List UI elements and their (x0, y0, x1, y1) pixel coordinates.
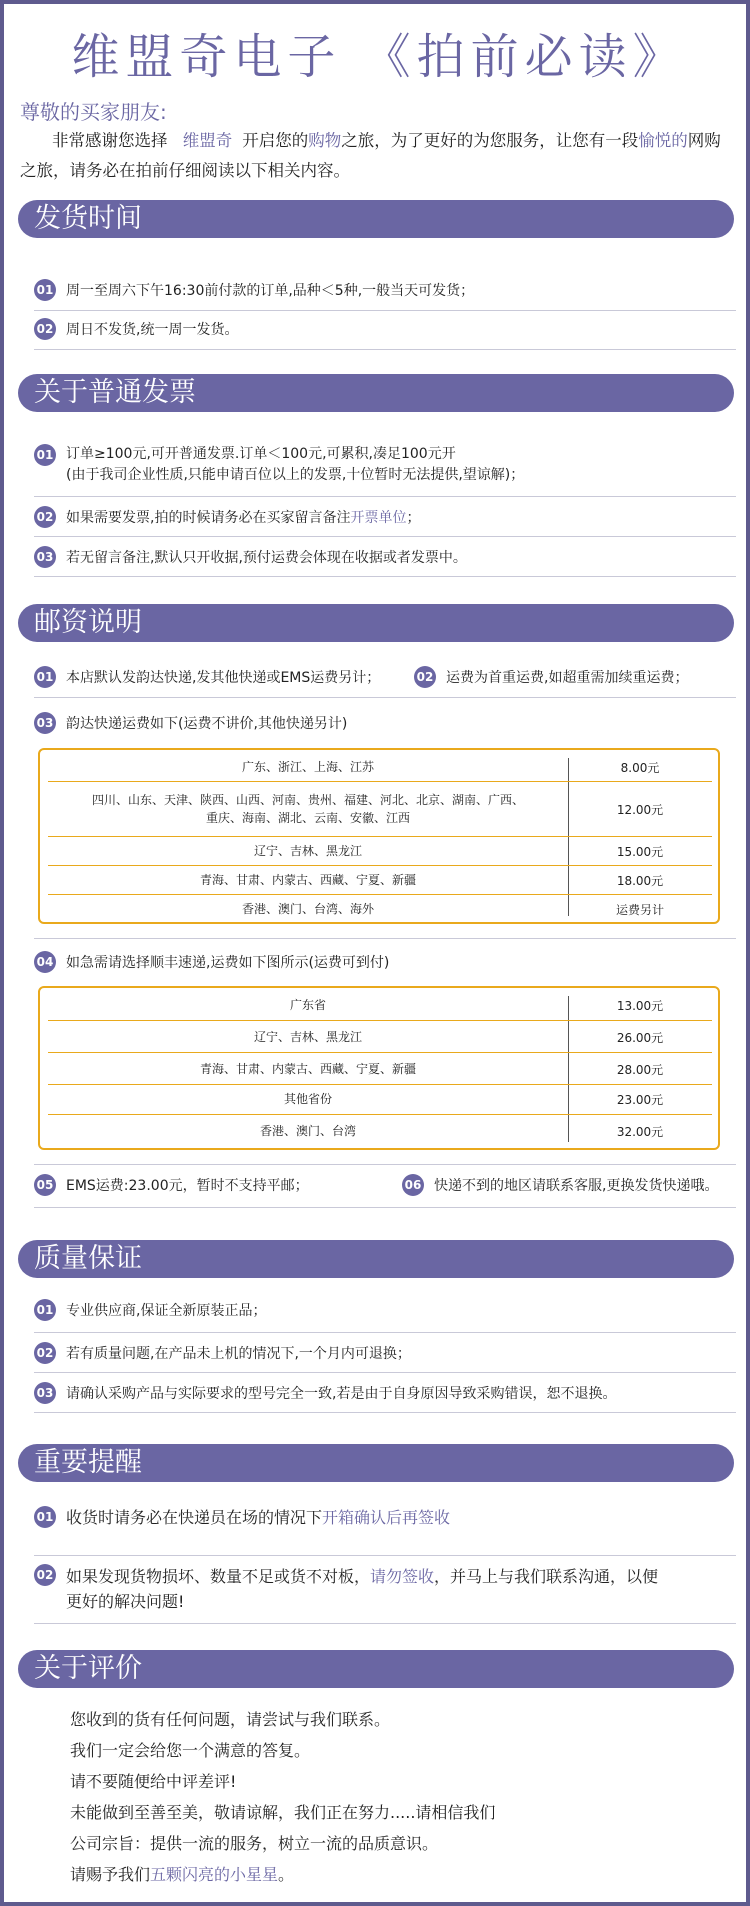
item-text-end: ； (406, 510, 421, 526)
table-row (48, 1086, 712, 1112)
row-divider (48, 865, 712, 866)
divider (34, 1164, 736, 1165)
number-badge: 02 (34, 506, 56, 528)
list-item (34, 1299, 734, 1321)
number-badge: 02 (34, 1564, 56, 1586)
list-item (34, 279, 734, 301)
greeting: 尊敬的买家朋友: (20, 100, 167, 124)
list-item (34, 1505, 734, 1528)
row-divider (48, 1114, 712, 1115)
review-text: 请赐予我们 (70, 1865, 151, 1884)
region-cell: 广东省 (289, 998, 326, 1012)
region-cell: 青海、甘肃、内蒙古、西藏、宁夏、新疆 (199, 873, 416, 887)
table-row (48, 992, 712, 1018)
intro-text-4: 网购之旅，请务必在拍前仔细阅读以下相关内容。 (20, 131, 721, 180)
fee-cell: 8.00元 (620, 760, 660, 775)
region-cell: 香港、澳门、台湾、海外 (241, 902, 374, 916)
divider (34, 496, 736, 497)
item-text-2: (由于我司企业性质,只能申请百位以上的发票,十位暂时无法提供,望谅解)； (66, 467, 525, 483)
list-item (34, 1342, 734, 1364)
divider (34, 1372, 736, 1373)
list-item (34, 506, 734, 528)
divider (34, 349, 736, 350)
list-item (414, 666, 734, 688)
fee-cell: 12.00元 (616, 802, 664, 817)
number-badge: 04 (34, 951, 56, 973)
region-cell: 辽宁、吉林、黑龙江 (253, 1030, 362, 1044)
list-item (34, 1174, 394, 1196)
intro-text-2: 开启您的 (242, 131, 309, 150)
item-text: 如果需要发票,拍的时候请务必在买家留言备注 (66, 510, 351, 526)
review-line: 未能做到至善至美，敬请谅解，我们正在努力.....请相信我们 (70, 1803, 496, 1822)
row-divider (48, 781, 712, 782)
review-line: 我们一定会给您一个满意的答复。 (70, 1741, 311, 1760)
list-item (34, 712, 734, 734)
table-row (48, 1024, 712, 1050)
number-badge: 01 (34, 1506, 56, 1528)
table-row (48, 1118, 712, 1144)
item-text: 韵达快递运费如下(运费不讲价,其他快递另计) (66, 716, 348, 732)
list-item (34, 666, 414, 688)
region-cell: 四川、山东、天津、陕西、山西、河南、贵州、福建、河北、北京、湖南、广西、重庆、海南、湖北、云南、安徽、江西 (91, 793, 524, 825)
row-divider (48, 836, 712, 837)
number-badge: 06 (402, 1174, 424, 1196)
number-badge: 01 (34, 279, 56, 301)
row-divider (48, 894, 712, 895)
number-badge: 02 (34, 318, 56, 340)
fee-cell: 13.00元 (616, 998, 664, 1013)
item-text: 专业供应商,保证全新原装正品； (66, 1303, 267, 1319)
row-divider (48, 1084, 712, 1085)
review-highlight: 五颗闪亮的小星星 (150, 1865, 279, 1884)
fee-cell: 23.00元 (616, 1092, 664, 1107)
intro-paragraph (20, 126, 736, 186)
row-divider (48, 1052, 712, 1053)
review-line: 请不要随便给中评差评! (70, 1772, 237, 1791)
list-item (34, 1564, 734, 1614)
divider (34, 1332, 736, 1333)
table-row (48, 896, 712, 922)
number-badge: 05 (34, 1174, 56, 1196)
section-header-review: 关于评价 (18, 1650, 734, 1688)
fee-cell: 运费另计 (615, 902, 664, 917)
intro-brand: 维盟奇 (182, 131, 233, 150)
divider (34, 1207, 736, 1208)
item-highlight: 开票单位 (350, 510, 407, 526)
region-cell: 辽宁、吉林、黑龙江 (253, 844, 362, 858)
list-item (402, 1174, 734, 1196)
item-text: 订单≥100元,可开普通发票.订单＜100元,可累积,凑足100元开 (66, 446, 456, 462)
number-badge: 02 (34, 1342, 56, 1364)
region-cell: 青海、甘肃、内蒙古、西藏、宁夏、新疆 (199, 1062, 416, 1076)
number-badge: 01 (34, 1299, 56, 1321)
table-row (48, 1056, 712, 1082)
item-text: 周日不发货,统一周一发货。 (66, 322, 239, 338)
fee-cell: 32.00元 (616, 1124, 664, 1139)
divider (34, 576, 736, 577)
number-badge: 01 (34, 444, 56, 466)
review-line: 公司宗旨：提供一流的服务，树立一流的品质意识。 (70, 1834, 439, 1853)
divider (34, 1623, 736, 1624)
sf-express-fee-table (38, 986, 720, 1150)
divider (34, 310, 736, 311)
intro-text-3: 之旅，为了更好的为您服务，让您有一段 (341, 131, 639, 150)
section-header-shipping-time: 发货时间 (18, 200, 734, 238)
region-cell: 香港、澳门、台湾 (259, 1124, 356, 1138)
intro-happy: 愉悦的 (638, 131, 688, 150)
item-text: 周一至周六下午16:30前付款的订单,品种＜5种,一般当天可发货； (66, 283, 475, 299)
fee-cell: 26.00元 (616, 1030, 664, 1045)
list-item (34, 951, 734, 973)
section-header-reminder: 重要提醒 (18, 1444, 734, 1482)
item-text: 收货时请务必在快递员在场的情况下 (66, 1508, 323, 1527)
number-badge: 03 (34, 1382, 56, 1404)
item-highlight: 请勿签收 (370, 1567, 435, 1586)
review-text-end: 。 (278, 1865, 295, 1884)
fee-cell: 15.00元 (616, 844, 664, 859)
item-text: EMS运费:23.00元，暂时不支持平邮； (66, 1178, 309, 1194)
list-item (34, 546, 734, 568)
section-header-postage: 邮资说明 (18, 604, 734, 642)
number-badge: 02 (414, 666, 436, 688)
item-text: 本店默认发韵达快递,发其他快递或EMS运费另计； (66, 670, 381, 686)
item-highlight: 开箱确认后再签收 (322, 1508, 451, 1527)
item-text: 如果发现货物损坏、数量不足或货不对板， (66, 1567, 371, 1586)
item-text: 如急需请选择顺丰速递,运费如下图所示(运费可到付) (66, 955, 390, 971)
page-title: 维盟奇电子 《拍前必读》 (71, 29, 687, 85)
divider (34, 1412, 736, 1413)
yunda-fee-table (38, 748, 720, 924)
table-row (48, 784, 712, 834)
item-text-end: ，并马上与我们联系沟通，以便 (434, 1567, 659, 1586)
section-header-invoice: 关于普通发票 (18, 374, 734, 412)
table-row (48, 867, 712, 893)
divider (34, 1555, 736, 1556)
divider (34, 536, 736, 537)
list-item (34, 1382, 734, 1404)
divider (34, 697, 736, 698)
section-header-quality: 质量保证 (18, 1240, 734, 1278)
table-row (48, 838, 712, 864)
item-text: 运费为首重运费,如超重需加续重运费； (446, 670, 689, 686)
intro-text-1: 非常感谢您选择 (52, 131, 168, 150)
row-divider (48, 1020, 712, 1021)
item-text: 若无留言备注,默认只开收据,预付运费会体现在收据或者发票中。 (66, 550, 467, 566)
table-row (48, 754, 712, 780)
divider (34, 938, 736, 939)
number-badge: 01 (34, 666, 56, 688)
fee-cell: 18.00元 (616, 873, 664, 888)
region-cell: 广东、浙江、上海、江苏 (241, 760, 374, 774)
number-badge: 03 (34, 546, 56, 568)
intro-shop: 购物 (308, 131, 342, 150)
number-badge: 03 (34, 712, 56, 734)
item-text: 若有质量问题,在产品未上机的情况下,一个月内可退换； (66, 1346, 411, 1362)
item-text: 请确认采购产品与实际要求的型号完全一致,若是由于自身原因导致采购错误，恕不退换。 (66, 1386, 617, 1402)
review-line: 您收到的货有任何问题，请尝试与我们联系。 (70, 1710, 391, 1729)
review-line-stars (70, 1862, 294, 1885)
list-item (34, 318, 734, 340)
item-text: 快递不到的地区请联系客服,更换发货快递哦。 (434, 1178, 719, 1194)
region-cell: 其他省份 (283, 1092, 332, 1106)
item-text-2: 更好的解决问题! (66, 1592, 185, 1611)
list-item (34, 444, 734, 486)
fee-cell: 28.00元 (616, 1062, 664, 1077)
